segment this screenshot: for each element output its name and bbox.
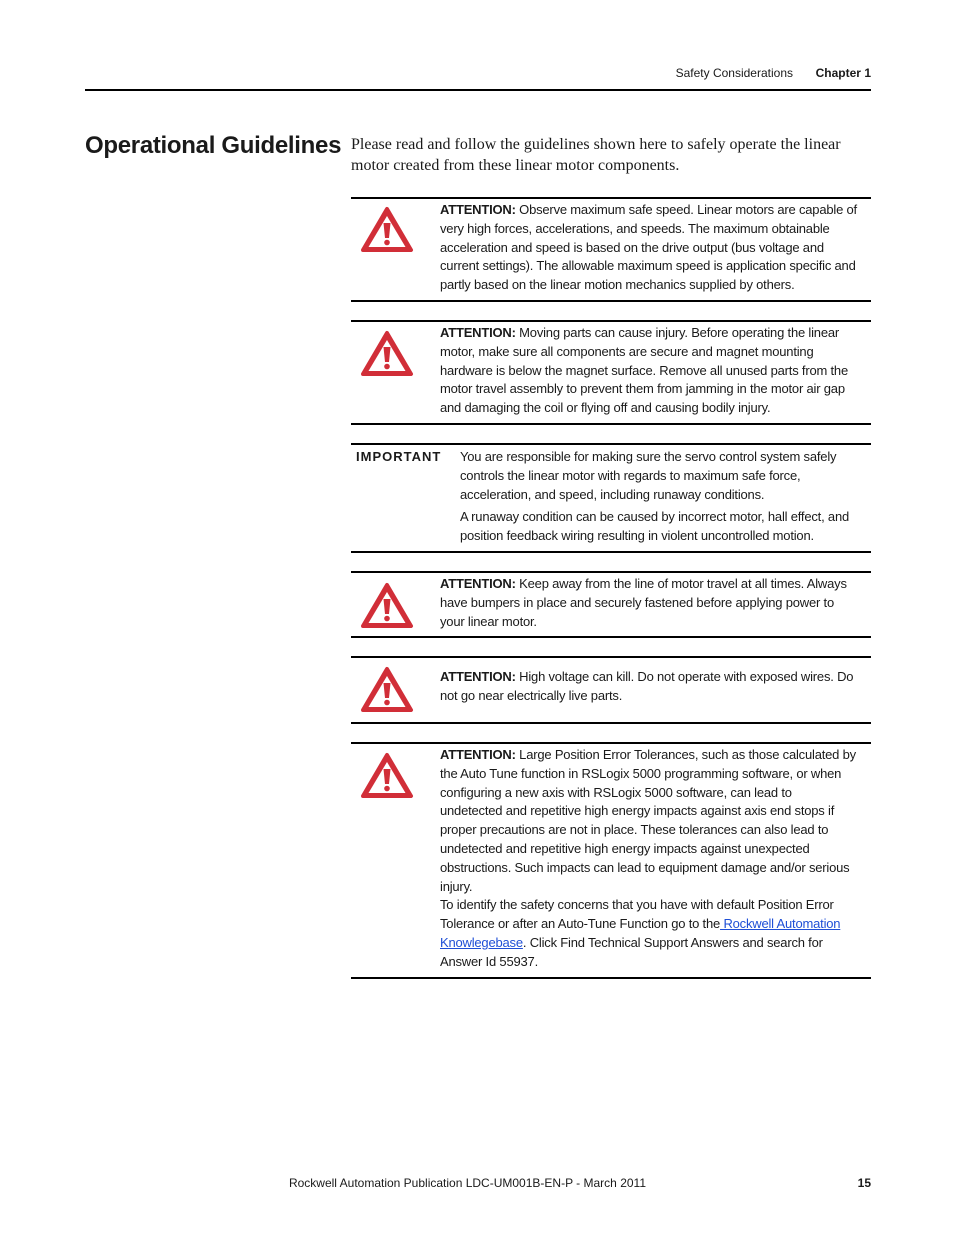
- header-rule: [85, 89, 871, 91]
- attention-notice: [351, 320, 871, 425]
- page-header: [85, 66, 871, 82]
- attention-notice: [351, 197, 871, 302]
- chapter-label: Chapter 1: [815, 66, 871, 80]
- notice-body: Observe maximum safe speed. Linear motors are capable of very high forces, accelerations, and speeds. The maximum obtainable acceleration and speed is based on the drive output (bus voltage and current settings). The allowable maximum speed is application specific and partly based on the linear motion mechanics supplied by others.: [440, 202, 857, 293]
- notice-body: Keep away from the line of motor travel at all times. Always have bumpers in place and securely fastened before applying power to your linear motor.: [440, 576, 847, 629]
- attention-notice: [351, 571, 871, 638]
- attention-label: ATTENTION:: [440, 325, 516, 340]
- notice-body: Moving parts can cause injury. Before operating the linear motor, make sure all components are secure and magnet mounting hardware is below the magnet surface. Remove all unused parts from the motor travel assembly to prevent them from jamming in the motor air gap and damaging the coil or flying off and causing bodily injury.: [440, 325, 848, 416]
- attention-label: ATTENTION:: [440, 576, 516, 591]
- attention-notice: [351, 656, 871, 724]
- page-footer: [85, 1176, 871, 1192]
- important-label: IMPORTANT: [356, 449, 442, 464]
- important-paragraph: A runaway condition can be caused by incorrect motor, hall effect, and position feedback wiring resulting in violent uncontrolled motion.: [460, 509, 850, 544]
- page-number: 15: [857, 1176, 871, 1190]
- page-title: Operational Guidelines: [85, 132, 342, 159]
- attention-label: ATTENTION:: [440, 669, 516, 684]
- notice-text: [440, 746, 857, 972]
- notice-body: . Click Find Technical Support Answers and search for Answer Id 55937.: [440, 934, 823, 969]
- important-text: [460, 448, 859, 550]
- publication-info: Rockwell Automation Publication LDC-UM001B-EN-P - March 2011: [288, 1176, 646, 1190]
- notice-text: [440, 201, 857, 295]
- section-title: Safety Considerations: [675, 66, 793, 80]
- warning-triangle-icon: [360, 752, 414, 799]
- important-notice: [351, 443, 871, 553]
- warning-triangle-icon: [360, 330, 414, 377]
- attention-label: ATTENTION:: [440, 202, 516, 217]
- warning-triangle-icon: [360, 206, 414, 253]
- notice-text: [440, 324, 857, 418]
- notice-text: [440, 575, 857, 631]
- warning-triangle-icon: [360, 666, 414, 713]
- attention-notice: [351, 742, 871, 979]
- warning-triangle-icon: [360, 582, 414, 629]
- intro-paragraph: Please read and follow the guidelines shown here to safely operate the linear motor created from these linear motor components.: [351, 136, 841, 174]
- knowledgebase-link[interactable]: Rockwell Automation Knowlegebase: [440, 916, 841, 950]
- attention-label: ATTENTION:: [440, 747, 516, 762]
- notice-text: [440, 668, 857, 706]
- notice-body: To identify the safety concerns that you have with default Position Error Tolerance or after an Auto-Tune Function go to the: [440, 897, 834, 932]
- important-paragraph: You are responsible for making sure the servo control system safely controls the linear motor with regards to maximum safe force, acceleration, and speed, including runaway conditions.: [460, 449, 837, 502]
- notice-body: Large Position Error Tolerances, such as those calculated by the Auto Tune function in RSLogix 5000 programming software, or when configuring a new axis with RSLogix 5000 software, can lead to undetected and repetitive high energy impacts against axis end stops if proper precautions are not in place. These tolerances can also lead to undetected and repetitive high energy impacts against unexpected obstructions. Such impacts can lead to equipment damage and/or serious injury.: [440, 747, 856, 894]
- notice-body: High voltage can kill. Do not operate with exposed wires. Do not go near electrically live parts.: [440, 669, 854, 703]
